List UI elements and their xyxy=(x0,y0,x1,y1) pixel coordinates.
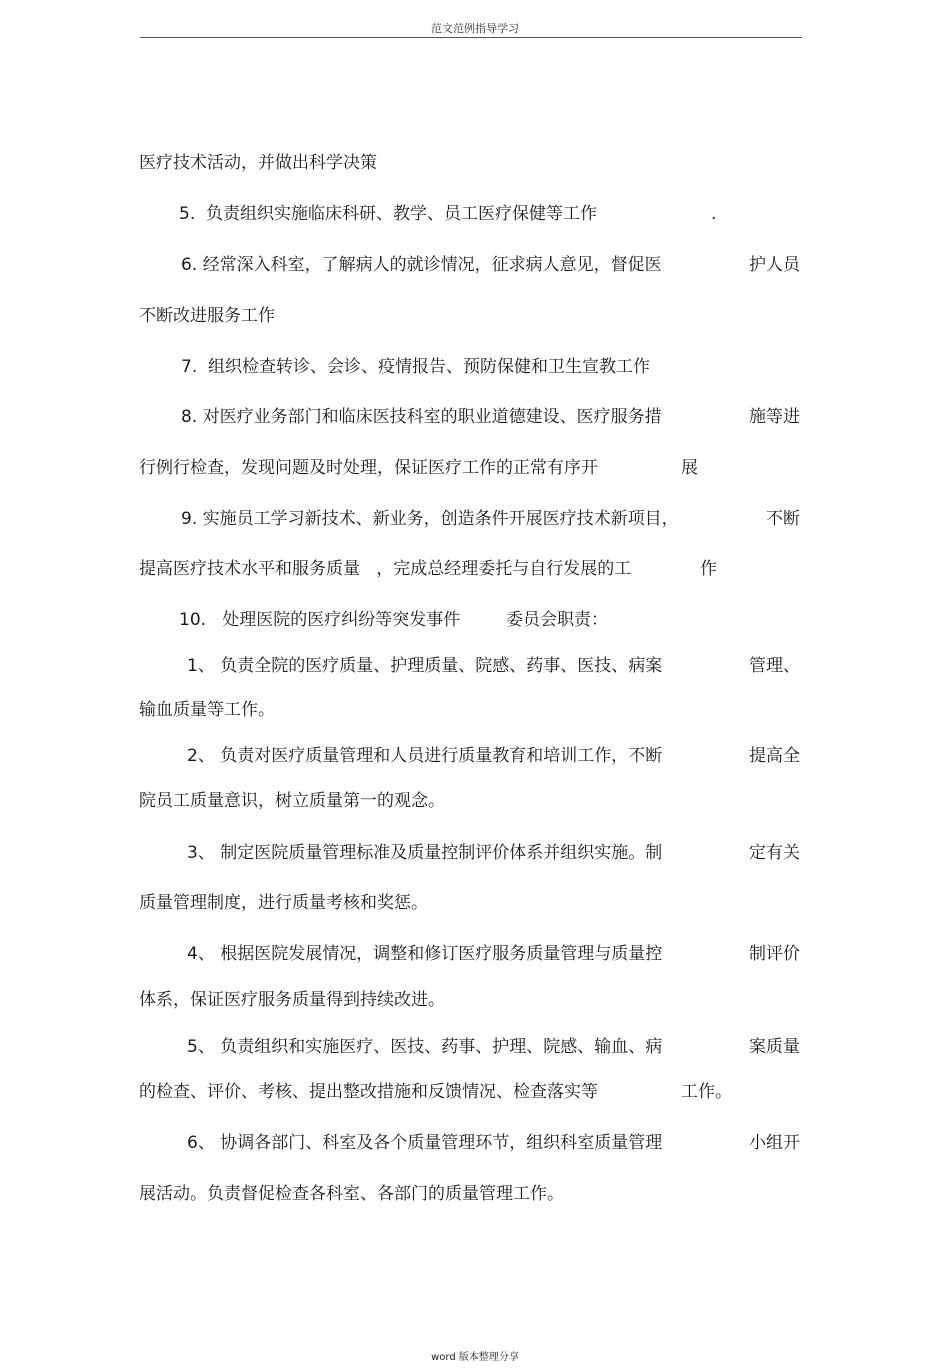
text-line: 3、 制定医院质量管理标准及质量控制评价体系并组织实施。制 xyxy=(187,843,663,863)
text-line: 行例行检查，发现问题及时处理，保证医疗工作的正常有序开 xyxy=(139,458,598,478)
text-line: 6. 经常深入科室，了解病人的就诊情况，征求病人意见，督促医 xyxy=(181,255,662,275)
text-line: 工作。 xyxy=(681,1082,732,1102)
text-line: 的检查、评价、考核、提出整改措施和反馈情况、检查落实等 xyxy=(139,1082,598,1102)
text-line: 案质量 xyxy=(749,1037,800,1057)
text-line: 10. 处理医院的医疗纠纷等突发事件 xyxy=(179,610,461,630)
text-line: 管理、 xyxy=(749,656,800,676)
text-line: 提高医疗技术水平和服务质量 ，完成总经理委托与自行发展的工 xyxy=(139,559,632,579)
text-line: 作 xyxy=(700,559,717,579)
text-line: 院员工质量意识，树立质量第一的观念。 xyxy=(139,791,445,811)
text-line: 4、 根据医院发展情况，调整和修订医疗服务质量管理与质量控 xyxy=(187,944,663,964)
text-line: 5. 负责组织实施临床科研、教学、员工医疗保健等工作 xyxy=(179,204,598,224)
text-line: 1、 负责全院的医疗质量、护理质量、院感、药事、医技、病案 xyxy=(187,656,663,676)
text-line: 质量管理制度，进行质量考核和奖惩。 xyxy=(139,893,428,913)
text-line: 委员会职责： xyxy=(506,610,608,630)
text-line: 护人员 xyxy=(749,255,800,275)
text-line: 6、 协调各部门、科室及各个质量管理环节，组织科室质量管理 xyxy=(187,1133,663,1153)
text-line: 2、 负责对医疗质量管理和人员进行质量教育和培训工作，不断 xyxy=(187,746,663,766)
text-line: 不断改进服务工作 xyxy=(139,306,275,326)
text-line: 提高全 xyxy=(749,746,800,766)
text-line: 展 xyxy=(681,458,698,478)
page-header: 范文范例指导学习 xyxy=(431,22,519,35)
text-line: 8. 对医疗业务部门和临床医技科室的职业道德建设、医疗服务措 xyxy=(181,407,662,427)
text-line: 体系，保证医疗服务质量得到持续改进。 xyxy=(139,990,445,1010)
page-footer: word 版本整理分享 xyxy=(431,1352,519,1363)
text-line: 9. 实施员工学习新技术、新业务，创造条件开展医疗技术新项目， xyxy=(181,509,679,529)
text-line: 制评价 xyxy=(749,944,800,964)
text-line: 医疗技术活动，并做出科学决策 xyxy=(139,153,377,173)
text-line: 7. 组织检查转诊、会诊、疫情报告、预防保健和卫生宣教工作 xyxy=(181,357,651,377)
text-line: 不断 xyxy=(766,509,800,529)
text-line: . xyxy=(711,204,717,224)
header-divider xyxy=(140,37,802,38)
text-line: 输血质量等工作。 xyxy=(139,700,275,720)
text-line: 小组开 xyxy=(749,1133,800,1153)
text-line: 施等进 xyxy=(749,407,800,427)
text-line: 展活动。负责督促检查各科室、各部门的质量管理工作。 xyxy=(139,1184,564,1204)
text-line: 5、 负责组织和实施医疗、医技、药事、护理、院感、输血、病 xyxy=(187,1037,663,1057)
text-line: 定有关 xyxy=(749,843,800,863)
